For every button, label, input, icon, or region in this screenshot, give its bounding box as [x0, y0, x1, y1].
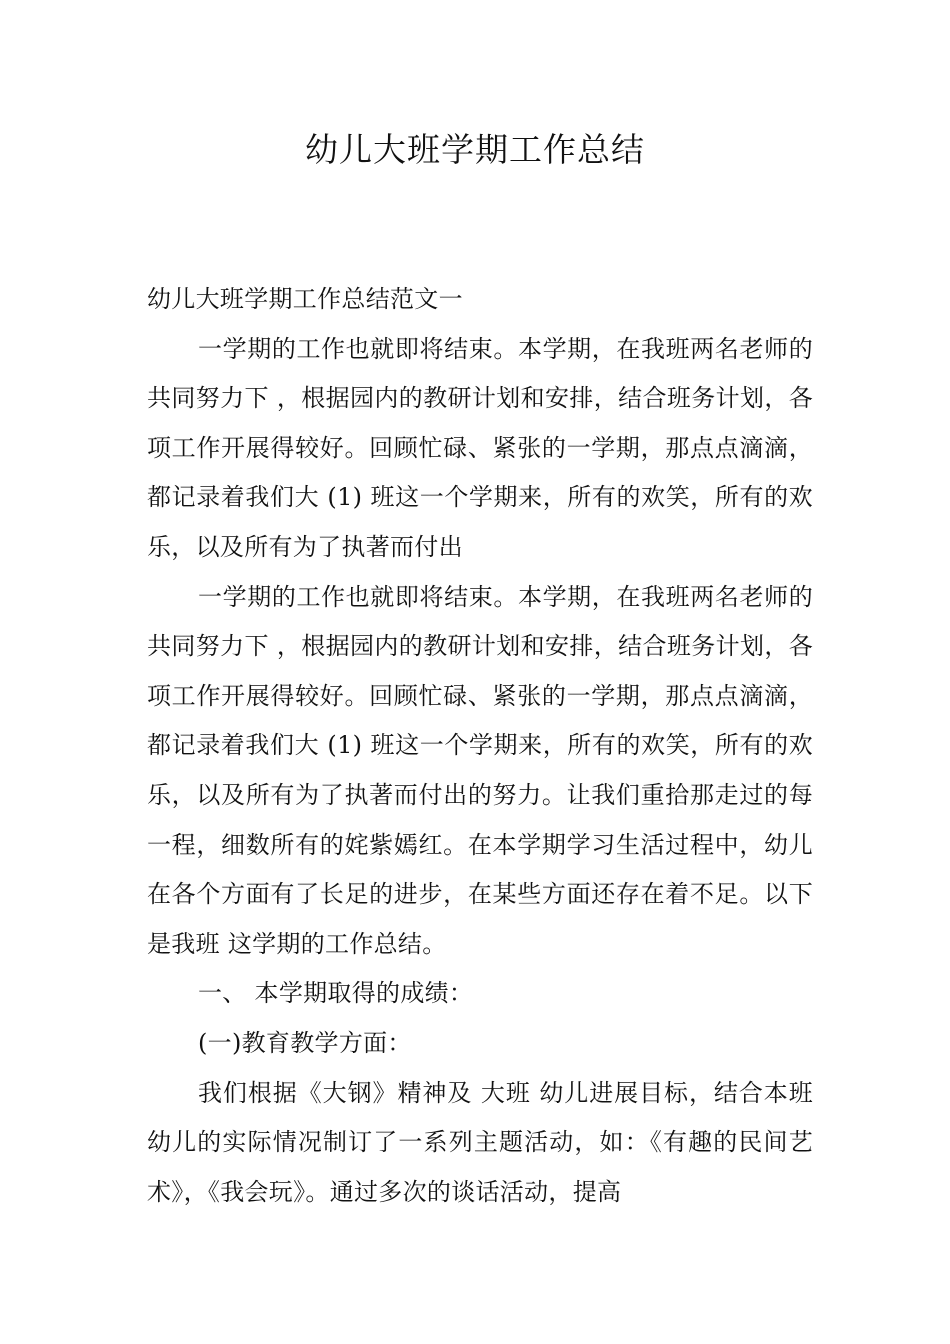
- list-heading: 一、 本学期取得的成绩：: [198, 979, 474, 1008]
- sub-heading: (一)教育教学方面：: [198, 1028, 412, 1057]
- body-paragraph: 我们根据《大钢》精神及 大班 幼儿进展目标，结合本班幼儿的实际情况制订了一系列主题活动，如：《有趣的民间艺术》，《我会玩》。通过多次的谈话活动，提高: [147, 1078, 813, 1206]
- document-title: 幼儿大班学期工作总结: [305, 130, 645, 169]
- body-paragraph: 一学期的工作也就即将结束。本学期，在我班两名老师的共同努力下 ，根据园内的教研计划和安排，结合班务计划，各项工作开展得较好。回顾忙碌、紧张的一学期，那点点滴滴，都记录着我们大 (1) 班这一个学期来，所有的欢笑，所有的欢乐，以及所有为了执著而付出的努力。让我们重拾那走过的每一程，细数所有的姹紫嫣红。在本学期学习生活过程中，幼儿在各个方面有了长足的进步，在某些方面还存在着不足。以下是我班 这学期的工作总结。: [147, 582, 813, 958]
- document-body: [147, 275, 813, 1217]
- section-heading: 幼儿大班学期工作总结范文一: [147, 285, 463, 313]
- body-paragraph: 一学期的工作也就即将结束。本学期，在我班两名老师的共同努力下 ，根据园内的教研计划和安排，结合班务计划，各项工作开展得较好。回顾忙碌、紧张的一学期，那点点滴滴，都记录着我们大 (1) 班这一个学期来，所有的欢笑，所有的欢乐，以及所有为了执著而付出: [147, 334, 813, 561]
